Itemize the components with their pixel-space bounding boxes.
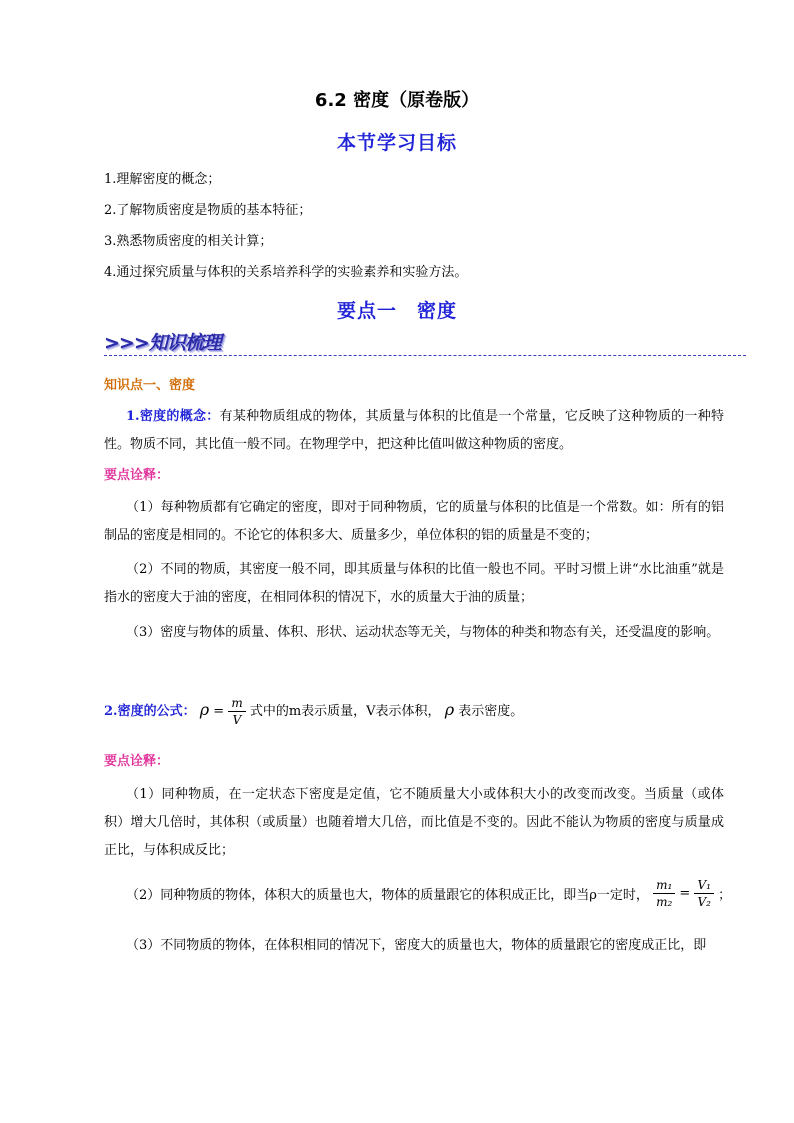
section-heading: 要点一 密度 <box>336 300 457 322</box>
banner-text: >>>知识梳理 <box>104 332 221 354</box>
dashed-divider <box>104 355 746 356</box>
note-paragraph: （3）密度与物体的质量、体积、形状、运动状态等无关，与物体的种类和物态有关，还受温度的影响。 <box>126 625 720 640</box>
note-paragraph: （3）不同物质的物体，在体积相同的情况下，密度大的质量也大，物体的质量跟它的密度成正比，即 <box>126 938 707 953</box>
objective-item: 1.理解密度的概念； <box>104 172 221 187</box>
density-formula-row <box>104 696 523 736</box>
fraction-numerator: m <box>228 696 245 712</box>
objectives-heading: 本节学习目标 <box>336 132 457 154</box>
semicolon: ； <box>718 888 732 903</box>
note-paragraph: （1）同种物质，在一定状态下密度是定值，它不随质量大小或体积大小的改变而改变。当质量（或体积）增大几倍时，其体积（或质量）也随着增大几倍，而比值是不变的。因此不能认为物质的密度与质量成正比，与体积成反比； <box>104 787 724 858</box>
concept-paragraph <box>104 403 724 459</box>
m1-symbol: m₁ <box>653 878 675 894</box>
objective-item: 4.通过探究质量与体积的关系培养科学的实验素养和实验方法。 <box>104 265 468 280</box>
concept-text: 有某种物质组成的物体，其质量与体积的比值是一个常量，它反映了这种物质的一种特性。物质不同，其比值一般不同。在物理学中，把这种比值叫做这种物质的密度。 <box>104 409 724 452</box>
note-paragraph-ratio <box>104 878 744 909</box>
m2-symbol: m₂ <box>656 895 673 909</box>
note-paragraph: （2）不同的物质，其密度一般不同，即其质量与体积的比值一般也不同。平时习惯上讲“水比油重”就是指水的密度大于油的密度，在相同体积的情况下，水的质量大于油的质量； <box>104 562 724 605</box>
v2-symbol: V₂ <box>697 895 711 909</box>
rho-symbol: ρ <box>199 700 210 719</box>
notes-label: 要点诠释： <box>104 468 170 483</box>
page-title: 6.2 密度（原卷版） <box>314 90 480 111</box>
notes-label: 要点诠释： <box>104 754 170 769</box>
v1-symbol: V₁ <box>694 878 713 894</box>
ratio-text: （2）同种物质的物体，体积大的质量也大，物体的质量跟它的体积成正比，即当ρ一定时， <box>126 888 649 903</box>
mass-ratio-fraction <box>653 878 675 909</box>
rho-symbol: ρ <box>444 700 455 719</box>
objective-item: 3.熟悉物质密度的相关计算； <box>104 234 273 249</box>
formula-label: 2.密度的公式： <box>104 704 196 719</box>
fraction-denominator: V <box>232 713 242 727</box>
concept-label: 1.密度的概念： <box>126 409 220 424</box>
knowledge-point-title: 知识点一、密度 <box>104 378 196 393</box>
equals-sign: = <box>213 704 225 719</box>
density-fraction <box>228 696 245 727</box>
knowledge-banner <box>104 328 221 356</box>
formula-tail: 表示密度。 <box>458 704 524 719</box>
equals-sign: = <box>679 886 691 901</box>
objective-item: 2.了解物质密度是物质的基本特征； <box>104 203 312 218</box>
volume-ratio-fraction <box>694 878 713 909</box>
note-paragraph: （1）每种物质都有它确定的密度，即对于同种物质，它的质量与体积的比值是一个常数。如：所有的铝制品的密度是相同的。不论它的体积多大、质量多少，单位体积的铝的质量是不变的； <box>104 500 724 543</box>
formula-explanation: 式中的m表示质量，V表示体积， <box>249 704 441 719</box>
